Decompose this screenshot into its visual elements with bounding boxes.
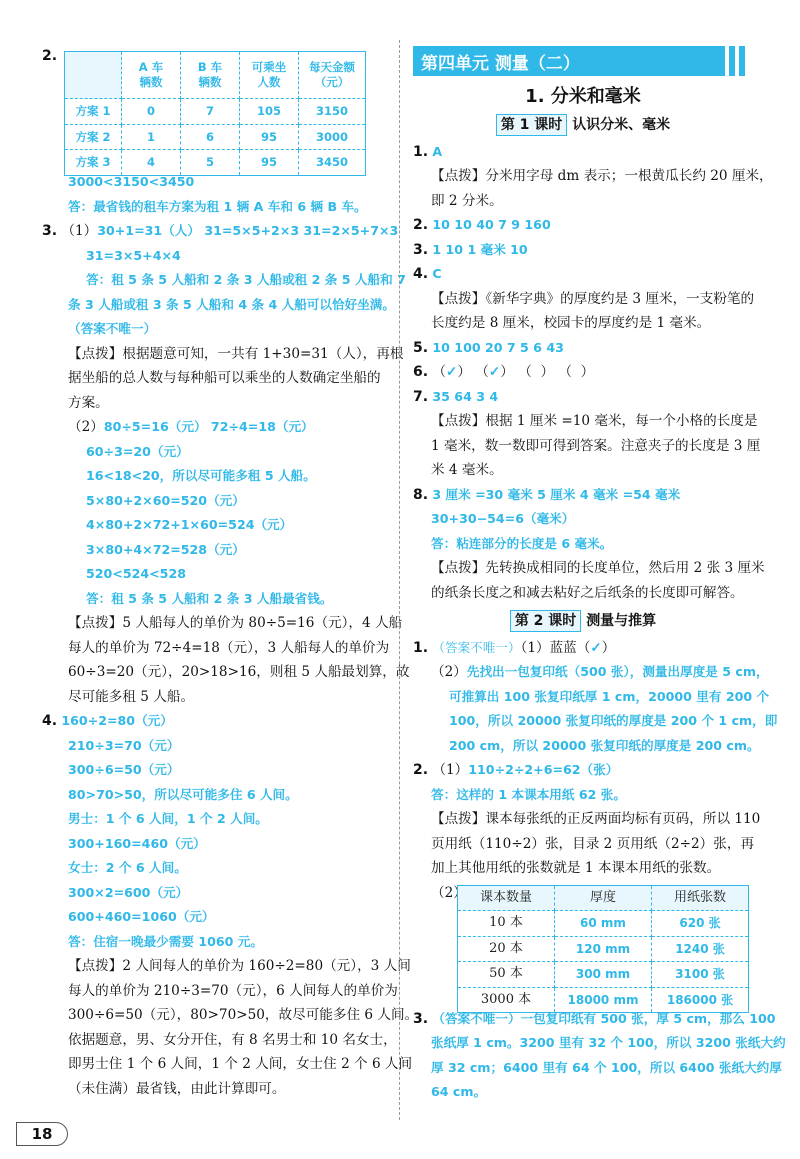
lesson-subtitle: 测量与推算 <box>586 613 657 629</box>
answer-line: 30+1=31（人） 31=5×5+2×3 31=2×5+7×3 <box>97 223 399 238</box>
hint-line: 【点拨】根据 1 厘米 =10 毫米，每一个小格的长度是 <box>431 413 758 429</box>
table-cell: 3000 <box>299 124 366 150</box>
answer-line: A <box>432 143 443 159</box>
hint-line: 【点拨】课本每张纸的正反两面均标有页码，所以 110 <box>431 811 761 827</box>
unit-banner <box>413 46 751 76</box>
question-number: 3. <box>42 223 58 239</box>
question-number: 1. <box>413 143 429 160</box>
column-divider <box>399 40 400 1120</box>
question-number: 5. <box>413 339 429 356</box>
table-cell: 3100 张 <box>652 962 749 988</box>
question-number: 4. <box>42 713 58 729</box>
hint-line: （未住满）最省钱，由此计算即可。 <box>68 1080 286 1097</box>
answer-line: 10 100 20 7 5 6 43 <box>432 339 564 355</box>
banner-stripe <box>745 46 751 76</box>
question-6 <box>413 360 753 385</box>
paren: ） <box>601 639 616 656</box>
hint-line: 尽可能多租 5 人船。 <box>68 688 195 705</box>
hint-line: 长度约是 8 厘米，校园卡的厚度约是 1 毫米。 <box>431 315 711 331</box>
question-number: 2. <box>413 762 429 778</box>
paren: （ <box>558 364 572 380</box>
table-cell: 10 本 <box>458 911 555 937</box>
lesson-heading-1 <box>413 113 753 138</box>
table-cell: 95 <box>240 124 299 150</box>
hint-line: 【点拨】5 人船每人的单价为 80÷5=16（元），4 人船 <box>68 615 403 631</box>
answer-line: 30+30−54=6（毫米） <box>431 511 575 526</box>
hint-line: 页用纸（110÷2）张，目录 2 页用纸（2÷2）张，再 <box>431 835 755 852</box>
answer-line: 200 cm，所以 20000 张复印纸的厚度是 200 cm。 <box>449 737 760 753</box>
note: （答案不唯一） <box>432 639 521 655</box>
answer-line: 35 64 3 4 <box>432 388 499 404</box>
answer-line: 答：这样的 1 本课本用纸 62 张。 <box>431 786 626 802</box>
table-cell: 6 <box>181 124 240 150</box>
hint-line: 【点拨】《新华字典》的厚度约是 3 厘米，一支粉笔的 <box>431 290 755 307</box>
hint-line: 的纸条长度之和减去粘好之后纸条的长度即可解答。 <box>431 584 744 601</box>
hint-line: 加上其他用纸的张数就是 1 本课本用纸的张数。 <box>431 860 721 876</box>
table-cell: 5 <box>181 150 240 176</box>
table-cell: 3450 <box>299 150 366 176</box>
table-cell: 3150 <box>299 99 366 125</box>
answer-line: 男士：1 个 6 人间，1 个 2 人间。 <box>68 811 268 826</box>
table-header: 每天金额 （元） <box>299 52 366 99</box>
answer-line: 厚 32 cm；6400 里有 64 个 100，所以 6400 张纸大约厚 <box>431 1059 782 1075</box>
answer-line: 210÷3=70（元） <box>68 737 180 753</box>
table-cell: 186000 张 <box>652 987 749 1013</box>
question-number: 1. <box>413 639 429 656</box>
answer-line: 先找出一包复印纸（500 张），测量出厚度是 5 cm， <box>466 664 769 679</box>
answer-line: 3×80+4×72=528（元） <box>86 541 245 557</box>
table-cell: 95 <box>240 150 299 176</box>
hint-line: 据坐船的总人数与每种船可以乘坐的人数确定坐船的 <box>68 370 381 386</box>
hint-line: 米 4 毫米。 <box>431 462 503 478</box>
hint-line: 【点拨】分米用字母 dm 表示；一根黄瓜长约 20 厘米， <box>431 168 773 184</box>
table-cell: 3000 本 <box>458 987 555 1013</box>
table-cell: 18000 mm <box>555 987 652 1013</box>
table-cell: 60 mm <box>555 911 652 937</box>
table-cell: 620 张 <box>652 911 749 937</box>
question-2 <box>42 40 390 170</box>
sub-label: （1） <box>432 762 469 778</box>
answer-line: 60÷3=20（元） <box>86 443 189 459</box>
hint-line: 1 毫米，数一数即可得到答案。注意夹子的长度是 3 厘 <box>431 437 761 454</box>
answer-line: 5×80+2×60=520（元） <box>86 492 245 508</box>
answer-line: 520<524<528 <box>86 566 186 581</box>
table-cell: 300 mm <box>555 962 652 988</box>
answer-line: （答案不唯一）一包复印纸有 500 张，厚 5 cm，那么 100 <box>432 1010 776 1026</box>
question-number: 6. <box>413 364 429 380</box>
right-column <box>413 113 786 1105</box>
table-header: A 车 辆数 <box>122 52 181 99</box>
sub-label: （2） <box>431 664 467 680</box>
question-number: 2. <box>42 48 58 64</box>
lesson-badge: 第 2 课时 <box>510 610 582 632</box>
answer-line: 4×80+2×72+1×60=524（元） <box>86 517 293 532</box>
answer-line: 600+460=1060（元） <box>68 909 215 924</box>
textbook-table <box>457 885 749 1014</box>
table-cell: 0 <box>122 99 181 125</box>
hint-line: 300÷6=50（元），80>70>50，故尽可能多住 6 人间。 <box>68 1007 419 1023</box>
answer-line: 10 10 40 7 9 160 <box>432 217 551 232</box>
hint-line: 【点拨】根据题意可知，一共有 1+30=31（人），再根 <box>68 345 404 362</box>
answer-line: 答：租 5 条 5 人船和 2 条 3 人船最省钱。 <box>86 590 333 606</box>
hint-line: 【点拨】先转换成相同的长度单位，然后用 2 张 3 厘米 <box>431 560 765 576</box>
table-row-label: 方案 2 <box>65 124 122 150</box>
paren: （ <box>432 364 446 380</box>
table-cell: 20 本 <box>458 936 555 962</box>
answer-line: 答：住宿一晚最少需要 1060 元。 <box>68 933 263 949</box>
lesson-heading-2 <box>413 609 753 634</box>
question-number: 2. <box>413 217 429 233</box>
rental-plan-table <box>64 51 366 176</box>
hint-line: 每人的单价为 210÷3=70（元），6 人间每人的单价为 <box>68 982 398 999</box>
answer-line: 可推算出 100 张复印纸厚 1 cm，20000 里有 200 个 <box>449 688 770 704</box>
paren: ） <box>580 364 595 380</box>
sub-label: （2） <box>68 419 104 435</box>
check-mark-icon: ✓ <box>590 639 602 656</box>
answer-line: 答：粘连部分的长度是 6 毫米。 <box>431 535 613 551</box>
answer-line: 张纸厚 1 cm。3200 里有 32 个 100，所以 3200 张纸大约 <box>431 1035 786 1050</box>
lesson-subtitle: 认识分米、毫米 <box>572 117 671 133</box>
question-number: 8. <box>413 486 429 503</box>
table-cell: 1240 张 <box>652 936 749 962</box>
table-header: 厚度 <box>555 885 652 911</box>
banner-stripe <box>735 46 739 76</box>
answer-line: C <box>432 266 442 281</box>
table-cell: 1 <box>122 124 181 150</box>
answer-line: 80>70>50，所以尽可能多住 6 人间。 <box>68 786 298 802</box>
table-header: 课本数量 <box>458 885 555 911</box>
table-cell: 4 <box>122 150 181 176</box>
question-3 <box>42 219 399 244</box>
table-corner <box>65 52 122 99</box>
hint-line: 方案。 <box>68 394 109 411</box>
answer-line: 16<18<20，所以尽可能多租 5 人船。 <box>86 468 316 483</box>
hint-line: 每人的单价为 72÷4=18（元），3 人船每人的单价为 <box>68 639 390 656</box>
answer-line: 300÷6=50（元） <box>68 762 180 777</box>
question-number: 3. <box>413 1010 429 1027</box>
question-2-part-2 <box>413 881 753 1007</box>
table-cell: 50 本 <box>458 962 555 988</box>
sub-label: （1） <box>61 223 98 239</box>
answer-line: 女士：2 个 6 人间。 <box>68 860 187 875</box>
table-header: 可乘坐 人数 <box>240 52 299 99</box>
banner-stripe <box>725 46 729 76</box>
hint-line: 【点拨】2 人间每人的单价为 160÷2=80（元），3 人间 <box>68 958 411 974</box>
paren: ） <box>500 364 514 380</box>
table-row-label: 方案 1 <box>65 99 122 125</box>
sub-label: （1）蓝蓝（ <box>520 639 591 656</box>
paren: ） <box>457 364 471 380</box>
answer-line: 1 10 1 毫米 10 <box>432 241 528 257</box>
answer-line: 110÷2÷2+6=62（张） <box>468 762 619 777</box>
lesson-title: 1. 分米和毫米 <box>525 86 641 107</box>
paren: （ <box>475 364 489 380</box>
table-row-label: 方案 3 <box>65 150 122 176</box>
answer-line: 300×2=600（元） <box>68 884 189 900</box>
lesson-badge: 第 1 课时 <box>496 114 568 136</box>
sub-label: （2） <box>431 884 467 901</box>
unit-title: 第四单元 测量（二） <box>421 54 580 74</box>
table-cell: 105 <box>240 99 299 125</box>
answer-line: 160÷2=80（元） <box>61 713 173 728</box>
answer-line: 300+160=460（元） <box>68 835 206 851</box>
paren: ） <box>540 364 555 380</box>
hint-line: 60÷3=20（元），20>18>16，则租 5 人船最划算，故 <box>68 664 410 680</box>
question-number: 3. <box>413 241 429 258</box>
hint-line: 即 2 分米。 <box>431 192 503 209</box>
answer-line: 3000<3150<3450 <box>68 174 195 189</box>
answer-line: 31=3×5+4×4 <box>86 247 181 263</box>
answer-line: 答：最省钱的租车方案为租 1 辆 A 车和 6 辆 B 车。 <box>68 198 367 214</box>
answer-line: 条 3 人船或租 3 条 5 人船和 4 条 4 人船可以恰好坐满。 <box>68 296 395 312</box>
hint-line: 即男士住 1 个 6 人间，1 个 2 人间，女士住 2 个 6 人间 <box>68 1056 413 1072</box>
check-mark-icon: ✓ <box>445 364 458 380</box>
hint-line: 依据题意，男、女分开住，有 8 名男士和 10 名女士， <box>68 1031 397 1048</box>
question-number: 7. <box>413 388 429 405</box>
answer-line: 3 厘米 =30 毫米 5 厘米 4 毫米 =54 毫米 <box>432 486 681 502</box>
answer-line: 100，所以 20000 张复印纸的厚度是 200 个 1 cm，即 <box>449 713 778 728</box>
table-cell: 120 mm <box>555 936 652 962</box>
table-header: B 车 辆数 <box>181 52 240 99</box>
left-column <box>42 40 419 1101</box>
table-header: 用纸张数 <box>652 885 749 911</box>
answer-line: 64 cm。 <box>431 1084 487 1099</box>
paren: （ <box>518 364 532 380</box>
answer-line: （答案不唯一） <box>68 321 157 336</box>
table-cell: 7 <box>181 99 240 125</box>
page-number: 18 <box>16 1122 68 1146</box>
check-mark-icon: ✓ <box>488 364 501 380</box>
answer-line: 80÷5=16（元） 72÷4=18（元） <box>103 419 314 434</box>
question-4 <box>42 709 390 734</box>
question-number: 4. <box>413 266 429 282</box>
answer-line: 答：租 5 条 5 人船和 2 条 3 人船或租 2 条 5 人船和 7 <box>86 272 406 287</box>
